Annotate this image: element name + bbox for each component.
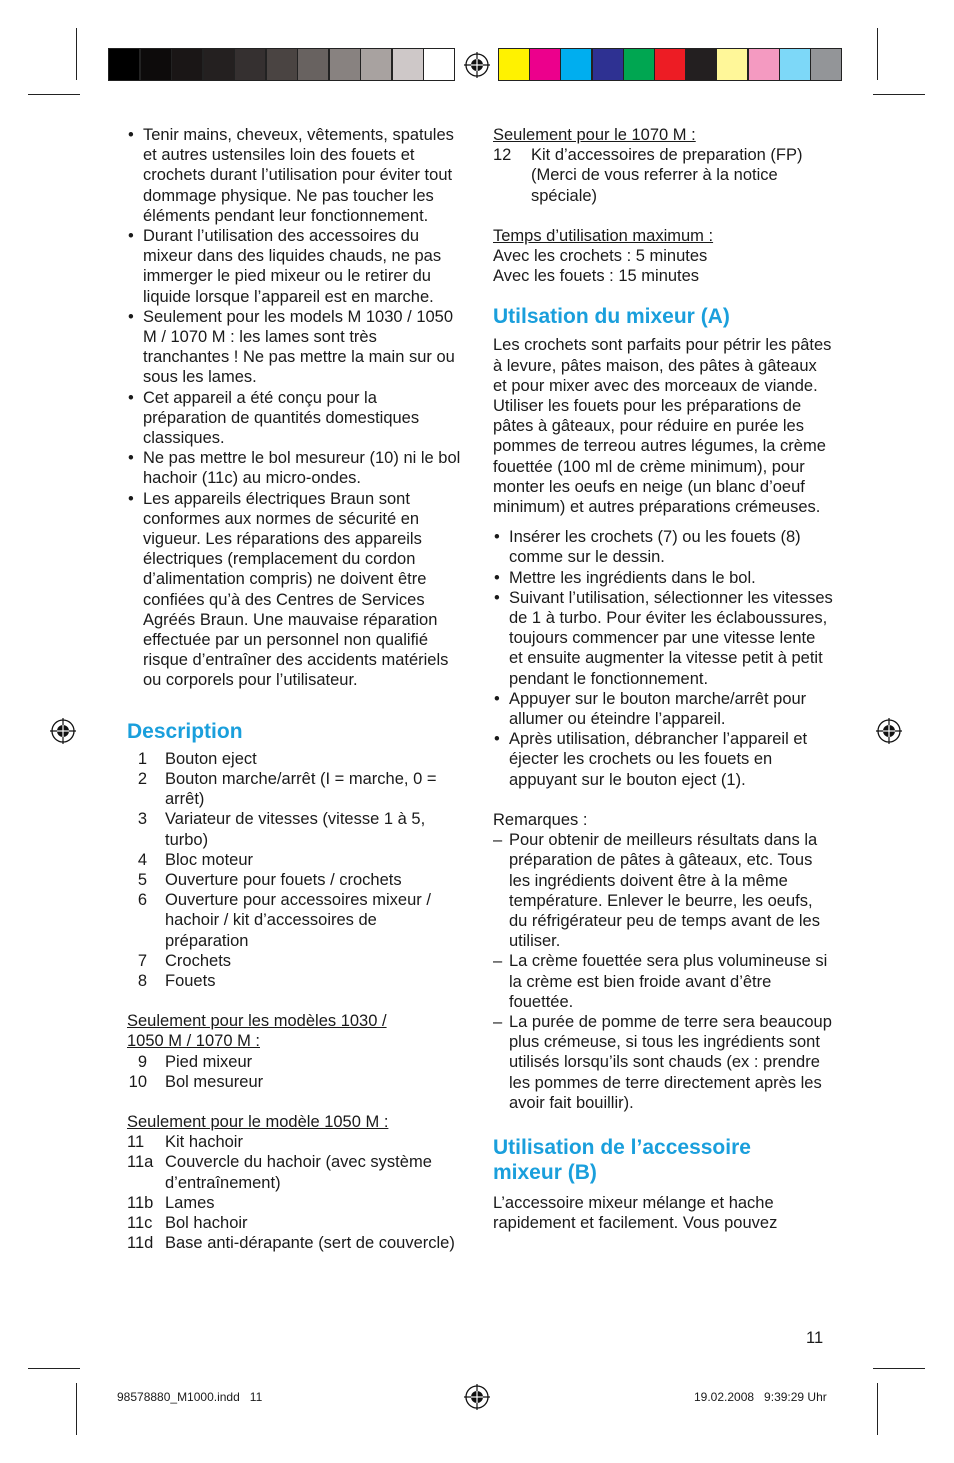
right-column	[493, 125, 833, 1233]
gray-swatch	[171, 48, 203, 81]
gray-swatch	[329, 48, 361, 81]
list-item: 1 Bouton eject	[137, 749, 257, 768]
gray-swatch	[140, 48, 172, 81]
remarks-list	[493, 830, 833, 1113]
max-time-hooks: Avec les crochets : 5 minutes	[493, 247, 708, 266]
list-item: 10 Bol mesureur	[128, 1072, 264, 1091]
gray-swatch	[423, 48, 455, 81]
model-1070-heading: Seulement pour le 1070 M :	[493, 126, 696, 144]
max-time-heading: Temps d’utilisation maximum :	[493, 226, 714, 245]
models-1030-list	[127, 1052, 462, 1092]
list-item: • Les appareils électriques Braun sont conformes aux normes de sécurité en vigueur. Les réparations des appareils électriques (remplacement du cordon d’alimentation compris) ne doivent être confiées qu’à des Centres de Services Agréés Braun. Une mauvaise réparation effectuée par un personnel non qualifié risque d’entraîner des accidents matériels ou corporels pour l’utilisateur.	[127, 489, 462, 691]
mixer-bullet-list	[493, 527, 833, 790]
list-item: 6 Ouverture pour accessoires mixeur / hachoir / kit d’accessoires de préparation	[137, 891, 431, 950]
models-1030-heading: Seulement pour les modèles 1030 / 1050 M / 1070 M :	[127, 1012, 387, 1051]
list-item: • Insérer les crochets (7) ou les fouets (8) comme sur le dessin.	[493, 527, 833, 567]
gray-swatch	[360, 48, 392, 81]
gray-swatch	[234, 48, 266, 81]
list-item: • Suivant l’utilisation, sélectionner les vitesses de 1 à turbo. Pour éviter les éclaboussures, toujours commencer par une vitesse lente et ensuite augmenter la vitesse petit à petit pendant le fonctionnement.	[493, 588, 833, 689]
registration-mark-icon	[464, 52, 490, 78]
list-item: • Tenir mains, cheveux, vêtements, spatules et autres ustensiles loin des fouets et crochets durant l’utilisation pour éviter tout dommage physique. Ne pas toucher les éléments pendant leur fonctionnement.	[127, 125, 462, 226]
model-1050-heading: Seulement pour le modèle 1050 M :	[127, 1112, 389, 1131]
max-time-whisks: Avec les fouets : 15 minutes	[493, 267, 700, 286]
list-item: • Mettre les ingrédients dans le bol.	[493, 568, 833, 588]
list-item: – La crème fouettée sera plus volumineuse si la crème est bien froide avant d’être fouettée.	[493, 951, 833, 1012]
color-swatch	[623, 48, 655, 81]
gray-swatch	[108, 48, 140, 81]
description-heading: Description	[127, 719, 243, 743]
list-item: 12 Kit d’accessoires de preparation (FP) (Merci de vous referrer à la notice spéciale)	[493, 146, 803, 205]
list-item: 8 Fouets	[137, 971, 216, 990]
color-swatch	[685, 48, 717, 81]
list-item: • Appuyer sur le bouton marche/arrêt pour allumer ou éteindre l’appareil.	[493, 689, 833, 729]
color-swatch	[560, 48, 592, 81]
list-item: 7 Crochets	[137, 951, 232, 970]
list-item: • Ne pas mettre le bol mesureur (10) ni le bol hachoir (11c) au micro-ondes.	[127, 448, 462, 488]
model-1050-list	[127, 1132, 462, 1253]
list-item: • Cet appareil a été conçu pour la préparation de quantités domestiques classiques.	[127, 388, 462, 449]
color-swatch	[592, 48, 624, 81]
list-item: • Seulement pour les models M 1030 / 1050 M / 1070 M : les lames sont très tranchantes ! Ne pas mettre la main sur ou sous les lames.	[127, 307, 462, 388]
list-item: – Pour obtenir de meilleurs résultats dans la préparation de pâtes à gâteaux, etc. Tous les ingrédients doivent être à la même température. Enlever le beurre, les oeufs, du réfrigérateur peu de temps avant de les utiliser.	[493, 830, 833, 951]
list-item: – La purée de pomme de terre sera beaucoup plus crémeuse, si tous les ingrédients sont utilisés lorsqu’ils sont chauds (ex : prendre les pommes de terre directement après les avoir fait bouillir).	[493, 1012, 833, 1113]
remarks-heading: Remarques :	[493, 810, 588, 829]
list-item: 3 Variateur de vitesses (vitesse 1 à 5, turbo)	[137, 810, 426, 849]
list-item: 9 Pied mixeur	[137, 1052, 253, 1071]
list-item: 11a Couvercle du hachoir (avec système d’entraînement)	[127, 1153, 432, 1192]
color-swatch	[748, 48, 780, 81]
registration-mark-icon	[464, 1384, 490, 1410]
gray-swatch	[203, 48, 235, 81]
safety-bullet-list	[127, 125, 462, 691]
gray-swatch	[392, 48, 424, 81]
accessory-usage-heading: Utilisation de l’accessoire mixeur (B)	[493, 1135, 751, 1184]
footer-file-info: 98578880_M1000.indd 11	[117, 1390, 263, 1404]
list-item: 5 Ouverture pour fouets / crochets	[137, 870, 402, 889]
left-column	[127, 125, 462, 1253]
color-swatch	[529, 48, 561, 81]
list-item: • Durant l’utilisation des accessoires du mixeur dans des liquides chauds, ne pas immerger le pied mixeur ou le retirer du liquide lorsque l’appareil est en marche.	[127, 226, 462, 307]
list-item: 11d Base anti-dérapante (sert de couvercle)	[127, 1234, 455, 1253]
model-1070-list	[493, 145, 833, 206]
footer-timestamp: 19.02.2008 9:39:29 Uhr	[694, 1390, 827, 1404]
list-item: • Après utilisation, débrancher l’appareil et éjecter les crochets ou les fouets en appuyant sur le bouton eject (1).	[493, 729, 833, 790]
mixer-paragraph: Les crochets sont parfaits pour pétrir les pâtes à levure, pâtes maison, des pâtes à gâteaux et pour mixer avec des morceaux de viande. Utiliser les fouets pour les préparations de pâtes à gâteaux, pour réduire en purée les pommes de terreou autres légumes, la crème fouettée (100 ml de crème minimum), pour monter les oeufs en neige (un blanc d’oeuf minimum) et autres préparations crémeuses.	[493, 336, 832, 517]
list-item: 4 Bloc moteur	[137, 850, 254, 869]
list-item: 11c Bol hachoir	[127, 1213, 248, 1232]
accessory-paragraph: L’accessoire mixeur mélange et hache rapidement et facilement. Vous pouvez	[493, 1193, 778, 1233]
gray-swatch	[297, 48, 329, 81]
list-item: 11b Lames	[127, 1193, 215, 1212]
gray-swatch	[266, 48, 298, 81]
list-item: 11 Kit hachoir	[127, 1133, 243, 1152]
color-swatch	[654, 48, 686, 81]
color-swatch	[810, 48, 842, 81]
color-swatch	[498, 48, 530, 81]
color-swatch	[716, 48, 748, 81]
mixer-usage-heading: Utilsation du mixeur (A)	[493, 305, 730, 329]
color-swatch	[779, 48, 811, 81]
page-number: 11	[806, 1329, 824, 1347]
registration-mark-icon	[876, 718, 902, 744]
description-list	[127, 749, 462, 991]
registration-mark-icon	[50, 718, 76, 744]
list-item: 2 Bouton marche/arrêt (I = marche, 0 = arrêt)	[137, 769, 437, 809]
